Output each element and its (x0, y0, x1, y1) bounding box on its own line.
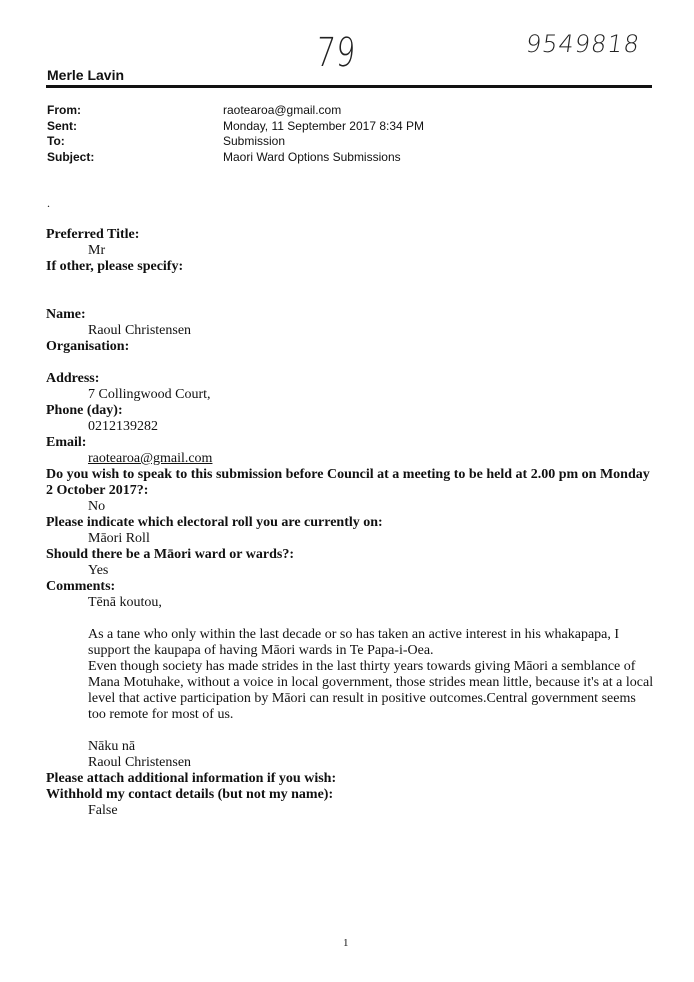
sent-label: Sent: (47, 118, 77, 133)
withhold-value: False (88, 803, 118, 818)
maori-ward-label: Should there be a Māori ward or wards?: (46, 547, 294, 562)
subject-label: Subject: (47, 149, 95, 164)
address-value: 7 Collingwood Court, (88, 387, 211, 402)
preferred-title-label: Preferred Title: (46, 227, 140, 242)
comments-paragraph-2: Even though society has made strides in the last thirty years towards giving Māori a semblance of Mana Motuhake, without a voice in local government, those strides mean little, because it's at a local level that active participation by Māori can result in positive outcomes.Central government seems too remote for most of us. (88, 659, 654, 722)
speak-answer: No (88, 499, 106, 514)
phone-label: Phone (day): (46, 403, 123, 418)
stray-mark: . (47, 196, 50, 210)
speak-question-line1: Do you wish to speak to this submission before Council at a meeting to be held at 2.00 pm on Monday (46, 467, 650, 482)
comments-label: Comments: (46, 579, 116, 594)
handwritten-reference-code: 9549818 (524, 30, 642, 58)
withhold-label: Withhold my contact details (but not my name): (46, 787, 334, 802)
email-label: Email: (46, 435, 87, 450)
submission-form (46, 227, 656, 819)
electoral-roll-value: Māori Roll (88, 531, 150, 546)
phone-value: 0212139282 (88, 419, 158, 434)
to-row (47, 134, 424, 150)
to-value: Submission (223, 134, 286, 148)
other-title-label: If other, please specify: (46, 259, 184, 274)
organisation-label: Organisation: (46, 339, 130, 354)
from-row (47, 103, 424, 119)
preferred-title-value: Mr (88, 243, 106, 258)
maori-ward-value: Yes (88, 563, 109, 578)
subject-row (47, 150, 424, 166)
sent-row (47, 119, 424, 135)
header-divider (46, 85, 652, 88)
name-value: Raoul Christensen (88, 323, 192, 338)
electoral-roll-label: Please indicate which electoral roll you are currently on: (46, 515, 383, 530)
comments-signoff: Nāku nā (88, 739, 136, 754)
comments-paragraph-1: As a tane who only within the last decade or so has taken an active interest in his whakapapa, I support the kaupapa of having Māori wards in Te Papa-i-Oea. (88, 627, 620, 658)
address-label: Address: (46, 371, 100, 386)
email-link[interactable]: raotearoa@gmail.com (88, 451, 213, 466)
from-value: raotearoa@gmail.com (223, 103, 342, 117)
from-label: From: (47, 103, 81, 117)
subject-value: Maori Ward Options Submissions (223, 149, 401, 164)
attach-info-label: Please attach additional information if you wish: (46, 771, 337, 786)
sent-value: Monday, 11 September 2017 8:34 PM (223, 118, 425, 133)
speak-question-line2: 2 October 2017?: (46, 483, 149, 498)
handwritten-submission-number: 79 (314, 30, 358, 76)
comments-greeting: Tēnā koutou, (88, 595, 162, 610)
sender-name: Merle Lavin (47, 67, 125, 83)
email-header (47, 103, 424, 165)
comments-signature: Raoul Christensen (88, 755, 192, 770)
page-number: 1 (343, 937, 349, 949)
name-label: Name: (46, 307, 86, 322)
to-label: To: (47, 134, 65, 148)
